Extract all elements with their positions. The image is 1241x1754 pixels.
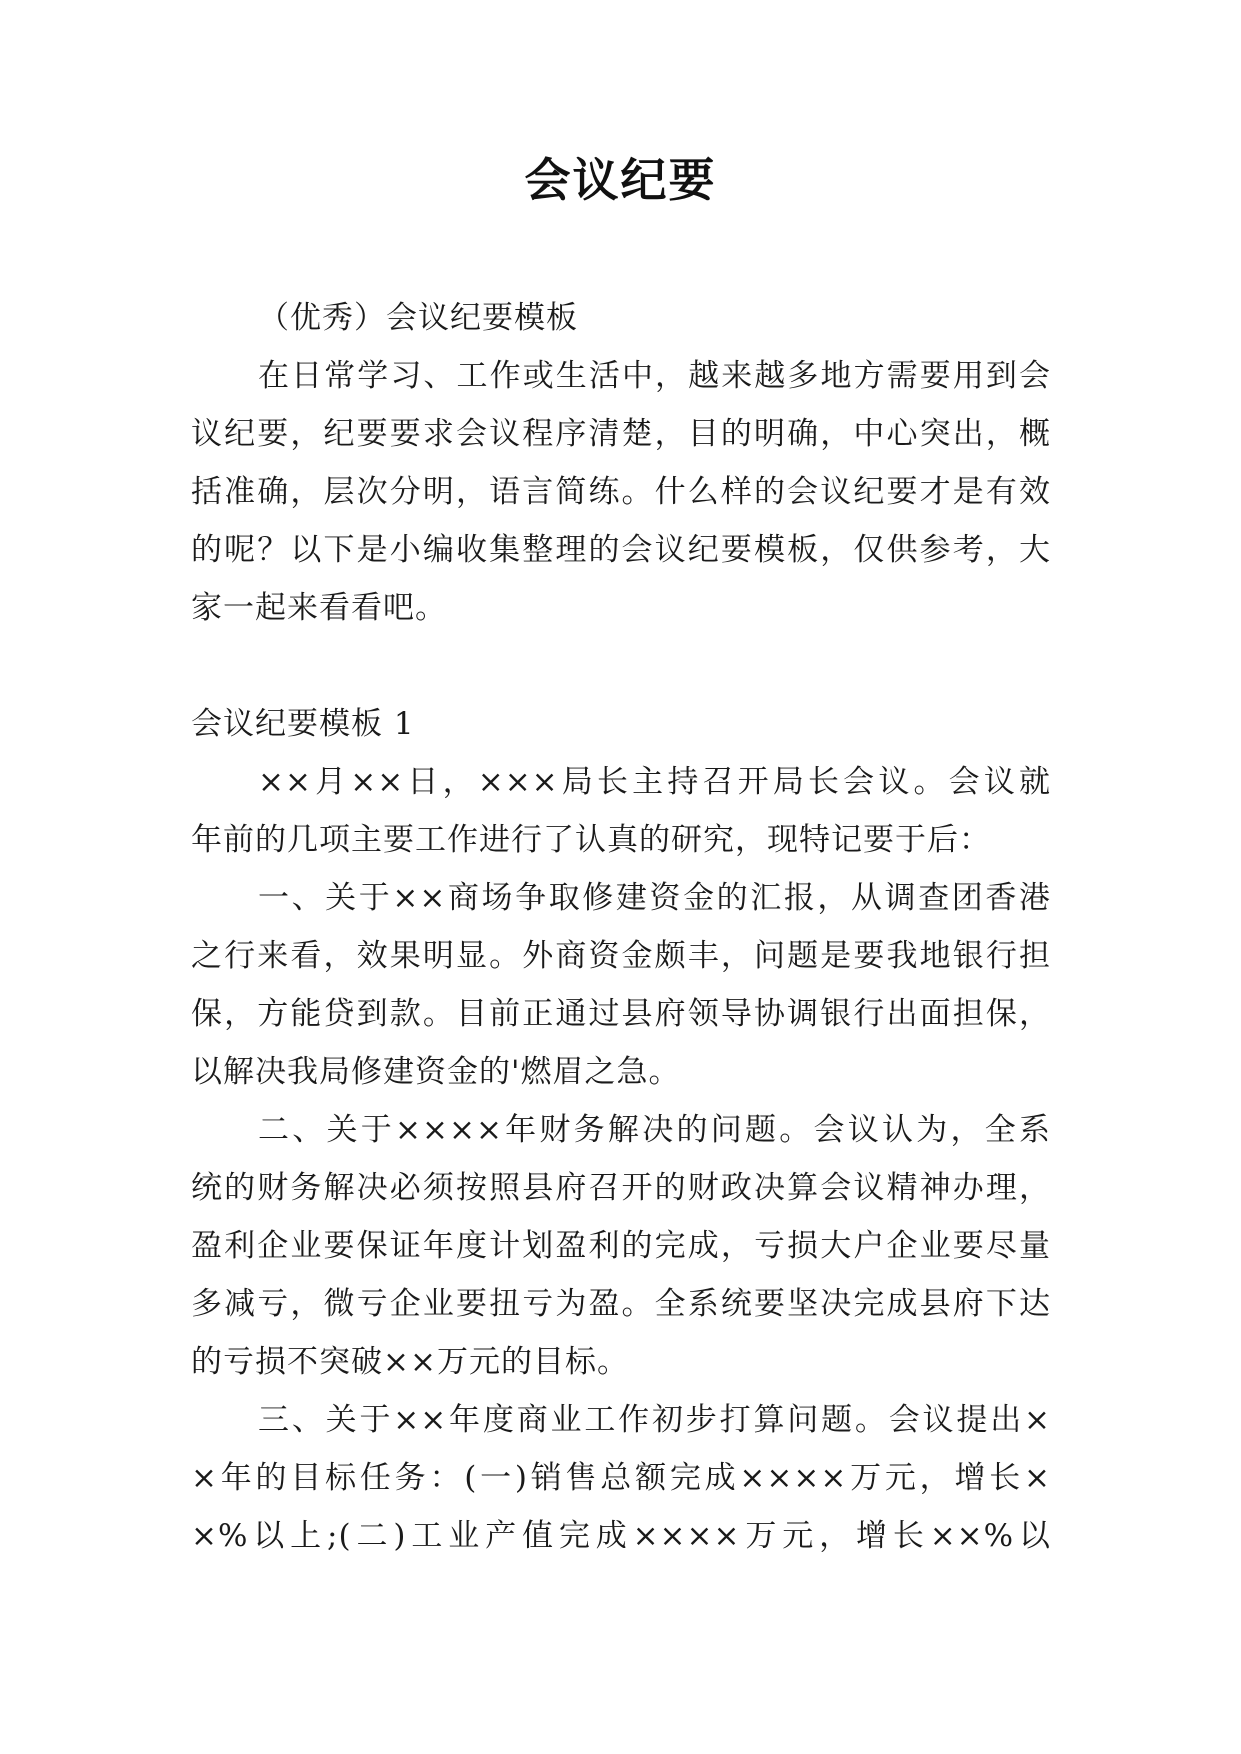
paragraph-item-one: [191, 869, 1051, 1101]
paragraph-line: 家一起来看看吧。: [191, 590, 447, 626]
paragraph-line: 多减亏，微亏企业要扭亏为盈。全系统要坚决完成县府下达: [191, 1286, 1051, 1322]
paragraph-line: 盈利企业要保证年度计划盈利的完成，亏损大户企业要尽量: [191, 1228, 1051, 1264]
document-title: 会议纪要: [524, 153, 717, 207]
paragraph-line: ××月××日，×××局长主持召开局长会议。会议就: [258, 764, 1051, 800]
paragraph-line: 的呢？以下是小编收集整理的会议纪要模板，仅供参考，大: [191, 532, 1051, 568]
paragraph-line: 一、关于××商场争取修建资金的汇报，从调查团香港: [258, 880, 1051, 916]
paragraph-line: 以解决我局修建资金的'燃眉之急。: [191, 1054, 681, 1090]
paragraph-line: 之行来看，效果明显。外商资金颇丰，问题是要我地银行担: [191, 938, 1051, 974]
intro-heading: （优秀）会议纪要模板: [258, 300, 578, 336]
paragraph-line: 二、关于××××年财务解决的问题。会议认为，全系: [258, 1112, 1051, 1148]
paragraph-line: 的亏损不突破××万元的目标。: [191, 1344, 629, 1380]
paragraph-line: 保，方能贷到款。目前正通过县府领导协调银行出面担保，: [191, 996, 1051, 1032]
paragraph-line: 三、关于××年度商业工作初步打算问题。会议提出×: [258, 1402, 1051, 1438]
paragraph-line: 括准确，层次分明，语言简练。什么样的会议纪要才是有效: [191, 474, 1051, 510]
section-heading: 会议纪要模板 1: [191, 706, 415, 742]
paragraph-line: 年前的几项主要工作进行了认真的研究，现特记要于后：: [191, 822, 991, 858]
paragraph-line: 在日常学习、工作或生活中，越来越多地方需要用到会: [258, 358, 1051, 394]
paragraph-item-three: [191, 1391, 1051, 1565]
paragraph-line: ×年的目标任务：(一)销售总额完成××××万元，增长×: [191, 1460, 1051, 1496]
paragraph-line: ×%以上;(二)工业产值完成××××万元，增长××%以: [191, 1518, 1051, 1554]
document-body: [191, 289, 1051, 1565]
paragraph-line: 议纪要，纪要要求会议程序清楚，目的明确，中心突出，概: [191, 416, 1051, 452]
paragraph-meeting-summary: [191, 753, 1051, 869]
paragraph-item-two: [191, 1101, 1051, 1391]
paragraph-line: 统的财务解决必须按照县府召开的财政决算会议精神办理，: [191, 1170, 1051, 1206]
section-spacer: [191, 637, 1051, 695]
intro-paragraph: [191, 347, 1051, 637]
